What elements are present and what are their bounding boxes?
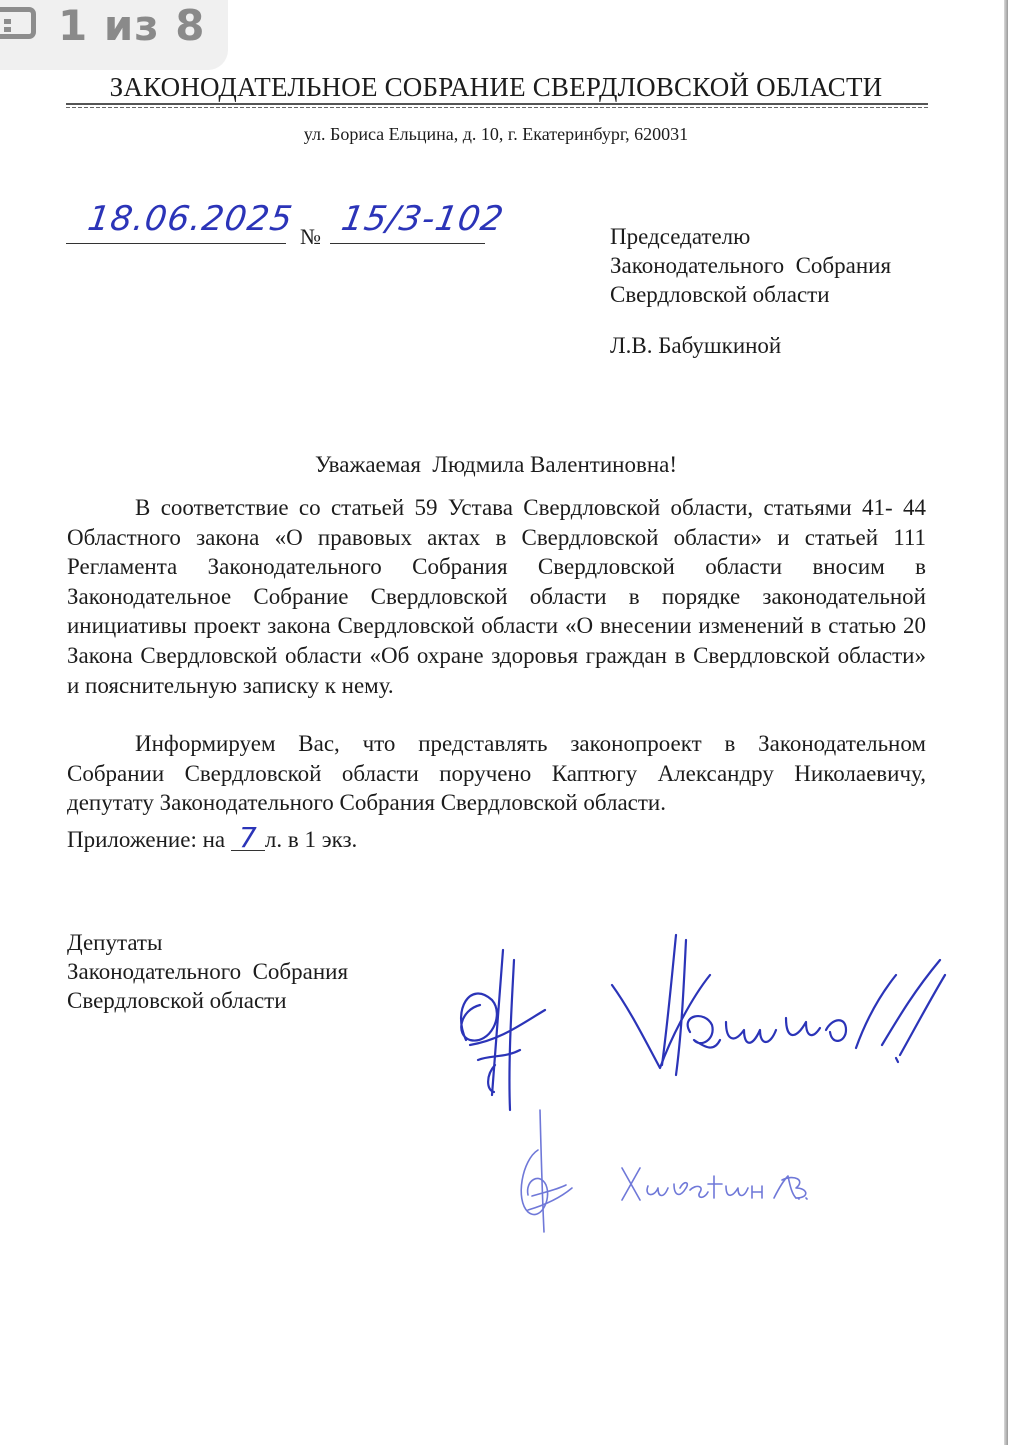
addressee-line: Законодательного Собрания [610, 253, 892, 278]
addressee-line: Председателю [610, 224, 751, 249]
signature-1 [461, 950, 545, 1110]
signatories-line: Законодательного Собрания [67, 959, 349, 984]
handwritten-number: 15/3-102 [338, 199, 508, 239]
signature-3-name [622, 1168, 807, 1200]
signature-3 [521, 1110, 572, 1232]
organization-address: ул. Бориса Ельцина, д. 10, г. Екатеринбург, 620031 [303, 124, 689, 144]
body-paragraph: Информируем Вас, что представлять законопроект в Законодательном Собрании Свердловской области поручено Каптюгу Александру Николаевичу, депутату Законодательного Собрания Свердловской области. [67, 731, 926, 816]
attachment-sheets: 7 [231, 826, 265, 851]
number-sign: № [300, 224, 321, 249]
addressee-name: Л.В. Бабушкиной [610, 333, 782, 358]
signatories-line: Свердловской области [67, 988, 287, 1013]
attachment-suffix: л. в 1 экз. [264, 827, 358, 852]
attachment-prefix: Приложение: на [67, 827, 231, 852]
page-counter: 1 из 8 [58, 1, 206, 50]
salutation: Уважаемая Людмила Валентиновна! [314, 452, 677, 477]
handwritten-date: 18.06.2025 [85, 199, 296, 239]
signatories-line: Депутаты [67, 930, 163, 955]
body-paragraph: В соответствие со статьей 59 Устава Свердловской области, статьями 41- 44 Областного закона «О правовых актах в Свердловской области» и статьей 111 Регламента Законодательного Собрания Свердловской области вносим в Законодательное Собрание Свердловской области в порядке законодательной инициативы проект закона Свердловской области «О внесении изменений в статью 20 Закона Свердловской области «Об охране здоровья граждан в Свердловской области» и пояснительную записку к нему. [67, 495, 926, 698]
signature-2 [612, 935, 945, 1075]
organization-title: ЗАКОНОДАТЕЛЬНОЕ СОБРАНИЕ СВЕРДЛОВСКОЙ ОБЛАСТИ [109, 72, 883, 102]
addressee-line: Свердловской области [610, 282, 830, 307]
